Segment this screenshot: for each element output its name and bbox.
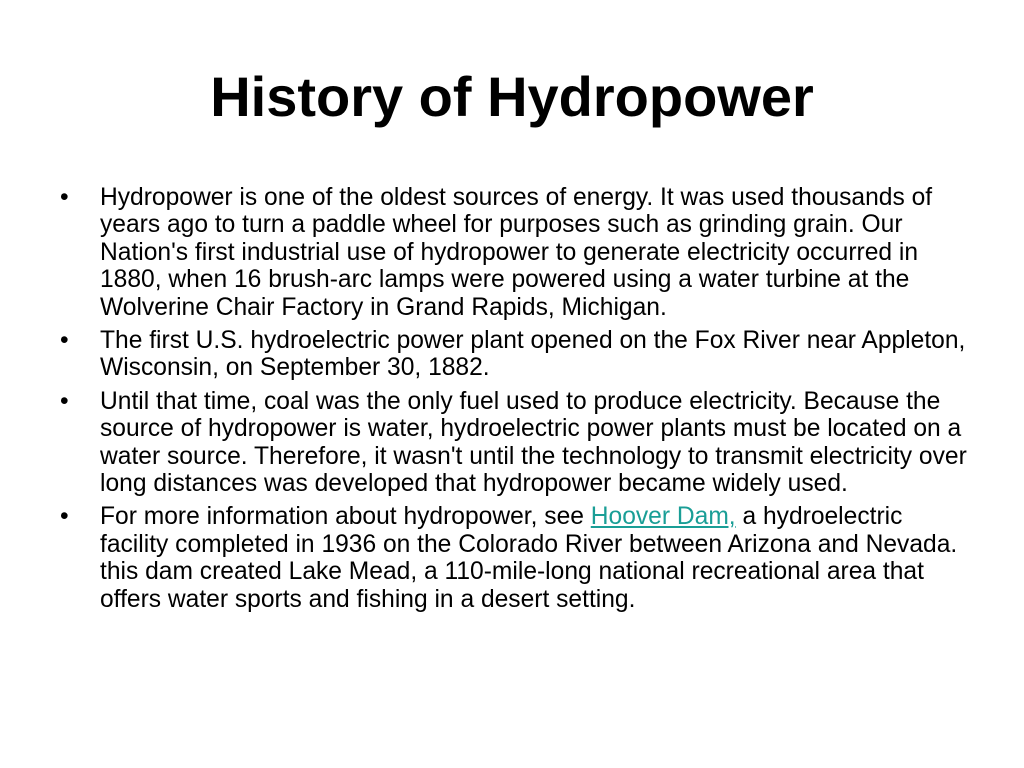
bullet-icon: • — [60, 387, 69, 415]
bullet-text: Hydropower is one of the oldest sources of energy. It was used thousands of years ago to turn a paddle wheel for purposes such as grinding grain. Our Nation's first industrial use of hydropower to generate electricity occurred in 1880, when 16 brush-arc lamps were powered using a water turbine at the Wolverine Chair Factory in Grand Rapids, Michigan. — [100, 184, 933, 321]
bullet-item-3 — [60, 388, 972, 498]
bullet-text-after-link: a hydroelectric facility completed in 1936 on the Colorado River between Arizona and Nevada. this dam created Lake Mead, a 110-mile-long national recreational area that offers water sports and fishing in a desert setting. — [100, 503, 958, 613]
bullet-item-2 — [60, 327, 972, 382]
bullet-list — [60, 184, 972, 619]
bullet-item-1 — [60, 184, 972, 321]
bullet-icon: • — [60, 327, 69, 355]
bullet-text: Until that time, coal was the only fuel used to produce electricity. Because the source of hydropower is water, hydroelectric power plants must be located on a water source. Therefore, it wasn't until the technology to transmit electricity over long distances was developed that hydropower became widely used. — [100, 387, 967, 498]
bullet-item-4 — [60, 503, 972, 613]
hoover-dam-link[interactable]: Hoover Dam, — [590, 503, 736, 531]
bullet-icon: • — [60, 503, 69, 531]
bullet-text-before-link: For more information about hydropower, see — [100, 503, 591, 531]
slide-title: History of Hydropower — [210, 65, 814, 128]
bullet-icon: • — [60, 184, 69, 211]
bullet-text: The first U.S. hydroelectric power plant opened on the Fox River near Appleton, Wisconsin, on September 30, 1882. — [100, 327, 966, 382]
